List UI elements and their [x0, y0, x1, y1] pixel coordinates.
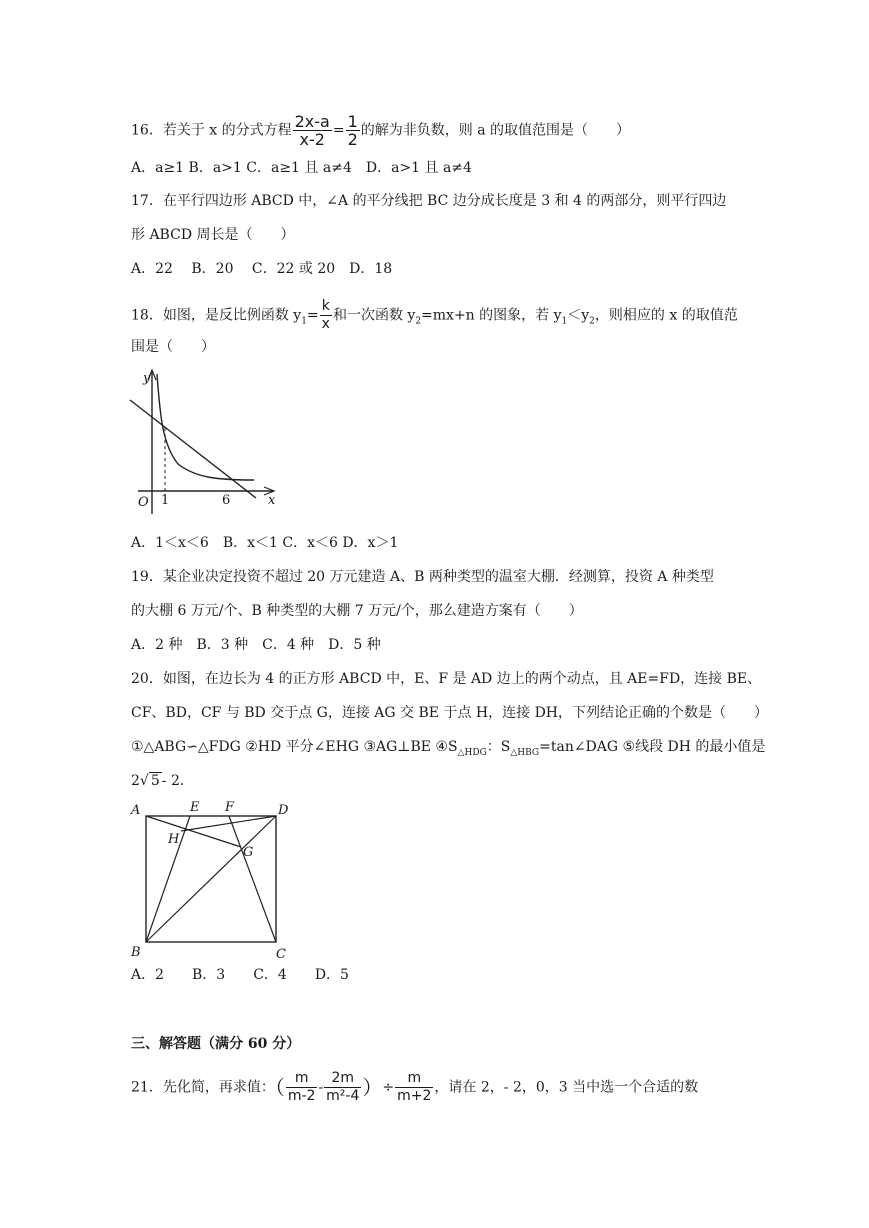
q17-options: A．22 B．20 C．22 或 20 D．18	[131, 261, 393, 277]
q18-y-label: y	[143, 371, 151, 386]
q18-x-label: x	[268, 493, 276, 508]
q18-line2: 围是（ ）	[131, 339, 215, 355]
q20-label-D: D	[278, 803, 289, 818]
q19-line2: 的大棚 6 万元/个、B 种类型的大棚 7 万元/个，那么建造方案有（ ）	[131, 603, 583, 619]
q18-options: A．1＜x＜6 B．x＜1 C．x＜6 D．x＞1	[131, 535, 399, 551]
q21-frac-1: $\frac{m}{m-2}$	[287, 1070, 316, 1104]
q20-line2: CF、BD，CF 与 BD 交于点 G，连接 AG 交 BE 于点 H，连接 DH，下列结论正确的个数是（ ）	[131, 705, 769, 721]
q18-tick-1: 1	[161, 493, 170, 508]
q20-label-B: B	[131, 945, 141, 960]
q18-tick-6: 6	[222, 493, 231, 508]
q20-options: A．2 B．3 C．4 D．5	[131, 967, 349, 983]
q17-line2: 形 ABCD 周长是（ ）	[131, 227, 295, 243]
q19-options: A．2 种 B．3 种 C．4 种 D．5 种	[131, 637, 381, 653]
q20-label-F: F	[225, 800, 235, 815]
q20-label-E: E	[190, 800, 200, 815]
q16-stem: 16．若关于 x 的分式方程 $\frac{2x-a}{x-2}$ = $\frac{1}{2}$ 的解为非负数，则 a 的取值范围是（ ）	[131, 112, 631, 149]
q20-label-C: C	[276, 947, 286, 962]
q16-rhs-fraction: $\frac{1}{2}$	[347, 112, 358, 149]
q16-options: A．a≥1 B．a>1 C．a≥1 且 a≠4 D．a>1 且 a≠4	[131, 160, 472, 176]
q16-lhs-fraction: $\frac{2x-a}{x-2}$	[294, 112, 330, 149]
section3-title: 三、解答题（满分 60 分）	[131, 1036, 301, 1052]
q20-line1: 20．如图，在边长为 4 的正方形 ABCD 中，E、F 是 AD 边上的两个动点，且 AE=FD，连接 BE、	[131, 671, 762, 687]
q18-origin-label: O	[138, 495, 149, 510]
q20-label-H: H	[168, 832, 180, 847]
q20-radicand: 5	[150, 773, 160, 789]
q20-label-A: A	[131, 803, 141, 818]
q19-line1: 19．某企业决定投资不超过 20 万元建造 A、B 两种类型的温室大棚．经测算，投资 A 种类型	[131, 569, 714, 585]
q18-stem: 18．如图，是反比例函数 $y_1=$ $\frac{k}{x}$ 和一次函数 $y_2=mx+n$ 的图象，若 $y_1<y_2$，则相应的 x 的取值范	[131, 298, 738, 332]
q21-frac-2: $\frac{2m}{\text{m²-4}}$	[326, 1070, 360, 1104]
q18-graph	[128, 364, 288, 524]
q21-stem: 21．先化简，再求值：（ $\frac{m}{m-2}$ - $\frac{2m}{\text{m²-4}}$ ）÷ $\frac{m}{m+2}$ ，请在 2，- 2，0，3 当中选一个合适的数	[131, 1070, 699, 1104]
q18-k-over-x: $\frac{k}{x}$	[321, 298, 330, 332]
q20-square-figure	[128, 796, 298, 964]
q21-frac-3: $\frac{m}{m+2}$	[397, 1070, 432, 1104]
q20-line3: ①△ABG∽△FDG ②HD 平分∠EHG ③AG⊥BE $④S_{\triangle HDG}$：$S_{\triangle HBG}=\tan\angle DAG$ ⑤线段 DH 的最小值是	[131, 739, 766, 758]
q20-line4: 2√ 5 - 2．	[131, 773, 194, 789]
q20-label-G: G	[243, 845, 254, 860]
q17-line1: 17．在平行四边形 ABCD 中，∠A 的平分线把 BC 边分成长度是 3 和 4 的两部分，则平行四边	[131, 193, 727, 209]
